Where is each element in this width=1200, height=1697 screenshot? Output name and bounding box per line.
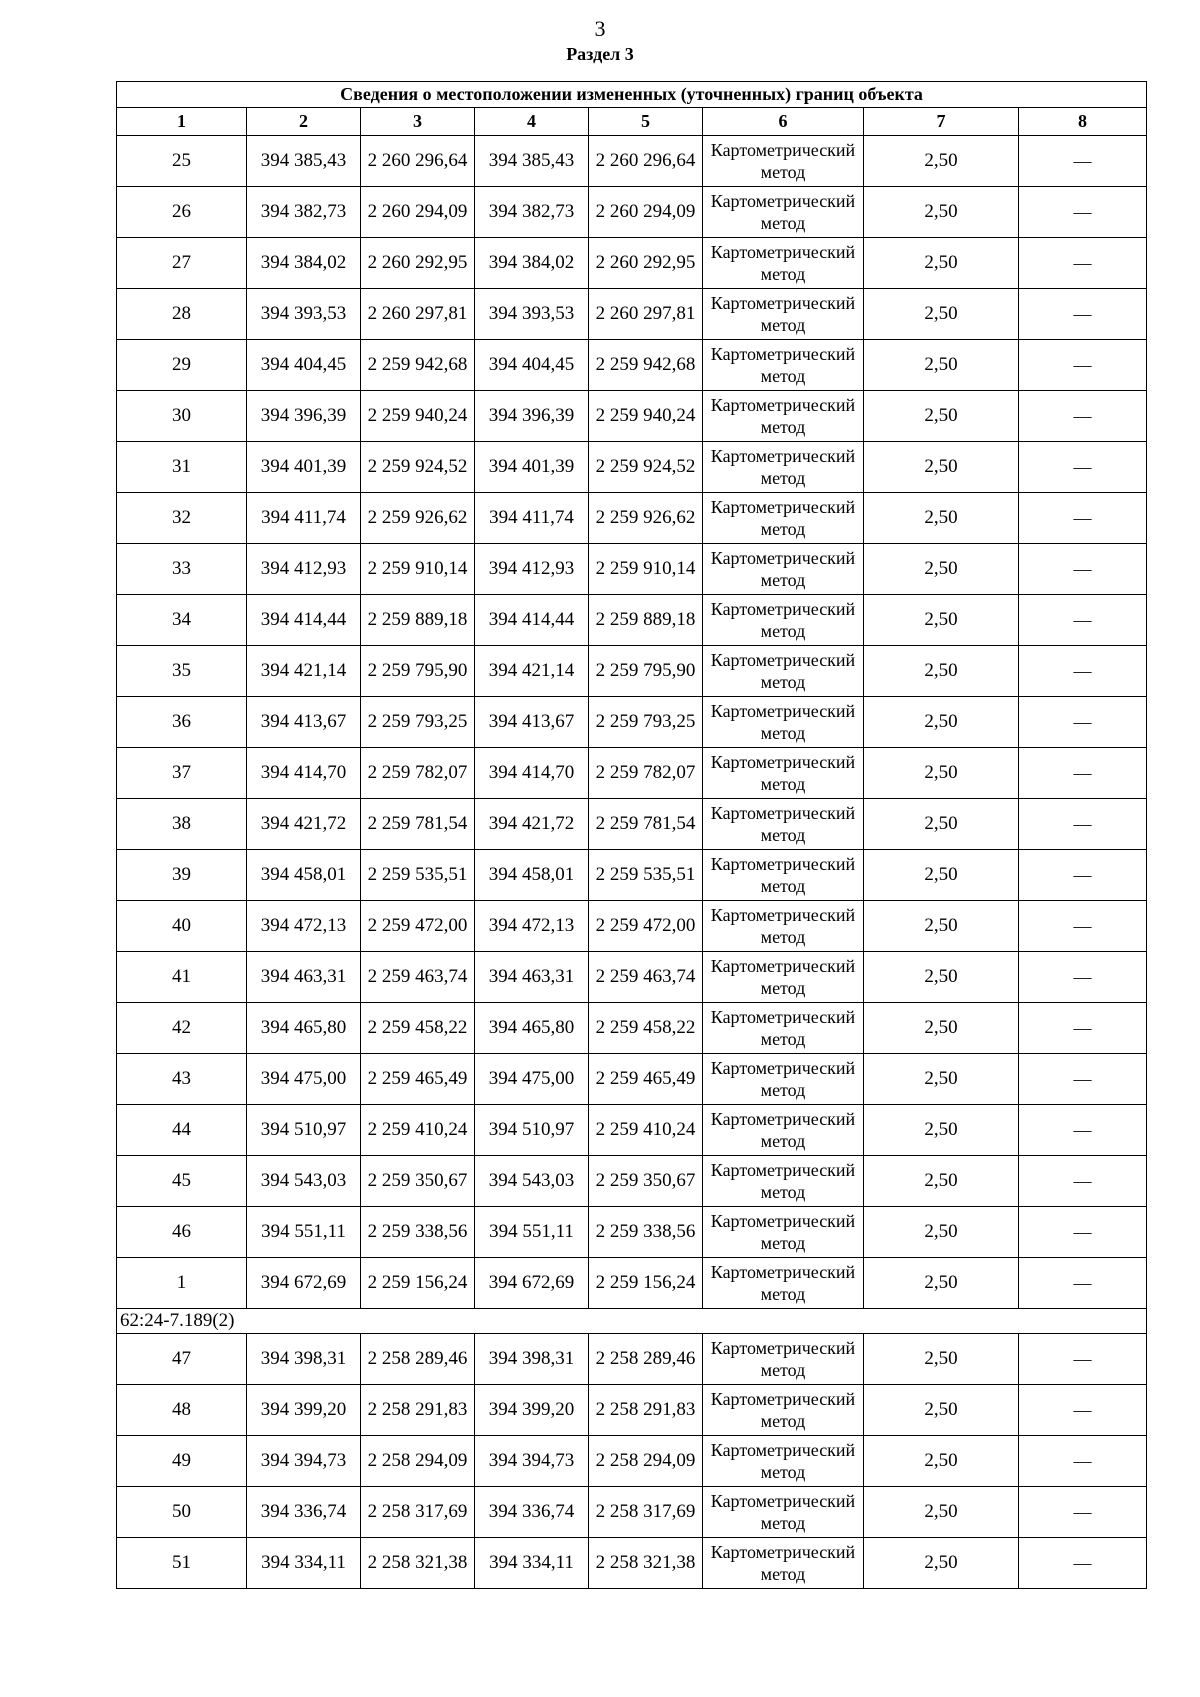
table-cell-col-3: 2 259 338,56: [361, 1207, 475, 1258]
table-cell-col-2: 394 472,13: [247, 901, 361, 952]
table-cell-col-2: 394 551,11: [247, 1207, 361, 1258]
table-cell-col-2: 394 475,00: [247, 1054, 361, 1105]
table-cell-col-5: 2 259 350,67: [589, 1156, 703, 1207]
table-cell-col-2: 394 411,74: [247, 493, 361, 544]
table-cell-col-4: 394 394,73: [475, 1436, 589, 1487]
table-cell-col-3: 2 259 781,54: [361, 799, 475, 850]
table-cell-col-8: —: [1019, 952, 1147, 1003]
table-row: [117, 1385, 1147, 1436]
table-cell-col-6: Картометрический метод: [703, 1258, 864, 1309]
table-cell-col-6: Картометрический метод: [703, 595, 864, 646]
table-cell-col-2: 394 458,01: [247, 850, 361, 901]
table-cell-col-1: 34: [117, 595, 247, 646]
table-cell-col-6: Картометрический метод: [703, 1054, 864, 1105]
table-cell-col-6: Картометрический метод: [703, 1334, 864, 1385]
table-cell-col-4: 394 458,01: [475, 850, 589, 901]
table-caption: Сведения о местоположении измененных (уточненных) границ объекта: [117, 82, 1147, 108]
table-cell-col-2: 394 463,31: [247, 952, 361, 1003]
table-row: [117, 544, 1147, 595]
table-cell-col-3: 2 258 291,83: [361, 1385, 475, 1436]
table-row: [117, 1258, 1147, 1309]
table-cell-col-6: Картометрический метод: [703, 289, 864, 340]
table-cell-col-4: 394 382,73: [475, 187, 589, 238]
table-cell-col-8: —: [1019, 340, 1147, 391]
column-number-7: 7: [864, 108, 1019, 136]
table-cell-col-7: 2,50: [864, 1207, 1019, 1258]
table-cell-col-8: —: [1019, 1385, 1147, 1436]
table-cell-col-3: 2 259 465,49: [361, 1054, 475, 1105]
table-cell-col-6: Картометрический метод: [703, 136, 864, 187]
table-cell-col-8: —: [1019, 1105, 1147, 1156]
table-cell-col-3: 2 259 795,90: [361, 646, 475, 697]
table-cell-col-3: 2 259 926,62: [361, 493, 475, 544]
table-row: [117, 1436, 1147, 1487]
table-cell-col-7: 2,50: [864, 952, 1019, 1003]
table-cell-col-5: 2 259 535,51: [589, 850, 703, 901]
table-cell-col-5: 2 259 458,22: [589, 1003, 703, 1054]
table-cell-col-6: Картометрический метод: [703, 748, 864, 799]
table-row: [117, 442, 1147, 493]
table-cell-col-1: 32: [117, 493, 247, 544]
table-cell-col-3: 2 259 463,74: [361, 952, 475, 1003]
table-cell-col-4: 394 334,11: [475, 1538, 589, 1589]
table-cell-col-6: Картометрический метод: [703, 391, 864, 442]
table-cell-col-4: 394 385,43: [475, 136, 589, 187]
table-cell-col-2: 394 401,39: [247, 442, 361, 493]
table-cell-col-7: 2,50: [864, 289, 1019, 340]
table-cell-col-4: 394 472,13: [475, 901, 589, 952]
table-cell-col-6: Картометрический метод: [703, 952, 864, 1003]
table-cell-col-7: 2,50: [864, 799, 1019, 850]
table-cell-col-2: 394 421,72: [247, 799, 361, 850]
table-cell-col-4: 394 404,45: [475, 340, 589, 391]
table-cell-col-5: 2 259 926,62: [589, 493, 703, 544]
table-row: [117, 1487, 1147, 1538]
table-cell-col-8: —: [1019, 1156, 1147, 1207]
table-cell-col-7: 2,50: [864, 1054, 1019, 1105]
table-cell-col-6: Картометрический метод: [703, 442, 864, 493]
table-cell-col-8: —: [1019, 1207, 1147, 1258]
table-cell-col-1: 30: [117, 391, 247, 442]
table-cell-col-5: 2 259 782,07: [589, 748, 703, 799]
table-cell-col-1: 25: [117, 136, 247, 187]
table-row: [117, 493, 1147, 544]
table-cell-col-8: —: [1019, 1054, 1147, 1105]
table-cell-col-8: —: [1019, 799, 1147, 850]
table-cell-col-1: 43: [117, 1054, 247, 1105]
table-cell-col-3: 2 259 156,24: [361, 1258, 475, 1309]
table-cell-col-4: 394 672,69: [475, 1258, 589, 1309]
table-cell-col-1: 50: [117, 1487, 247, 1538]
table-cell-col-1: 26: [117, 187, 247, 238]
table-cell-col-1: 49: [117, 1436, 247, 1487]
group-row: [117, 1309, 1147, 1334]
table-row: [117, 748, 1147, 799]
table-cell-col-7: 2,50: [864, 1156, 1019, 1207]
table-cell-col-2: 394 672,69: [247, 1258, 361, 1309]
table-row: [117, 340, 1147, 391]
column-number-row: [117, 108, 1147, 136]
table-cell-col-5: 2 258 289,46: [589, 1334, 703, 1385]
table-cell-col-3: 2 259 924,52: [361, 442, 475, 493]
table-row: [117, 646, 1147, 697]
table-cell-col-2: 394 399,20: [247, 1385, 361, 1436]
table-cell-col-4: 394 510,97: [475, 1105, 589, 1156]
table-cell-col-5: 2 258 294,09: [589, 1436, 703, 1487]
table-cell-col-7: 2,50: [864, 1105, 1019, 1156]
table-cell-col-1: 51: [117, 1538, 247, 1589]
table-cell-col-7: 2,50: [864, 748, 1019, 799]
table-cell-col-8: —: [1019, 1334, 1147, 1385]
table-cell-col-6: Картометрический метод: [703, 1003, 864, 1054]
table-cell-col-4: 394 475,00: [475, 1054, 589, 1105]
table-cell-col-7: 2,50: [864, 187, 1019, 238]
table-cell-col-2: 394 510,97: [247, 1105, 361, 1156]
table-row: [117, 1003, 1147, 1054]
table-cell-col-4: 394 421,14: [475, 646, 589, 697]
table-row: [117, 187, 1147, 238]
table-cell-col-4: 394 398,31: [475, 1334, 589, 1385]
table-cell-col-7: 2,50: [864, 1436, 1019, 1487]
table-cell-col-8: —: [1019, 391, 1147, 442]
table-cell-col-1: 45: [117, 1156, 247, 1207]
table-cell-col-3: 2 259 458,22: [361, 1003, 475, 1054]
table-cell-col-8: —: [1019, 238, 1147, 289]
table-cell-col-8: —: [1019, 442, 1147, 493]
table-cell-col-7: 2,50: [864, 1003, 1019, 1054]
table-cell-col-4: 394 414,44: [475, 595, 589, 646]
table-cell-col-2: 394 393,53: [247, 289, 361, 340]
table-cell-col-1: 28: [117, 289, 247, 340]
section-title: Раздел 3: [566, 44, 634, 64]
table-cell-col-7: 2,50: [864, 901, 1019, 952]
table-cell-col-1: 37: [117, 748, 247, 799]
table-cell-col-1: 44: [117, 1105, 247, 1156]
table-cell-col-6: Картометрический метод: [703, 646, 864, 697]
table-cell-col-2: 394 385,43: [247, 136, 361, 187]
table-cell-col-6: Картометрический метод: [703, 493, 864, 544]
table-cell-col-2: 394 382,73: [247, 187, 361, 238]
table-cell-col-8: —: [1019, 748, 1147, 799]
column-number-5: 5: [589, 108, 703, 136]
table-cell-col-7: 2,50: [864, 1487, 1019, 1538]
table-cell-col-8: —: [1019, 1538, 1147, 1589]
column-number-8: 8: [1019, 108, 1147, 136]
table-cell-col-4: 394 414,70: [475, 748, 589, 799]
table-cell-col-3: 2 259 410,24: [361, 1105, 475, 1156]
table-cell-col-7: 2,50: [864, 493, 1019, 544]
table-row: [117, 1538, 1147, 1589]
table-cell-col-2: 394 336,74: [247, 1487, 361, 1538]
table-cell-col-3: 2 260 296,64: [361, 136, 475, 187]
table-cell-col-5: 2 260 297,81: [589, 289, 703, 340]
boundary-coordinates-table: [116, 81, 1147, 1589]
table-row: [117, 238, 1147, 289]
table-cell-col-7: 2,50: [864, 442, 1019, 493]
table-cell-col-6: Картометрический метод: [703, 1436, 864, 1487]
table-cell-col-4: 394 411,74: [475, 493, 589, 544]
table-cell-col-1: 46: [117, 1207, 247, 1258]
table-cell-col-8: —: [1019, 289, 1147, 340]
table-cell-col-8: —: [1019, 901, 1147, 952]
table-cell-col-2: 394 414,44: [247, 595, 361, 646]
table-cell-col-3: 2 259 782,07: [361, 748, 475, 799]
table-cell-col-8: —: [1019, 1258, 1147, 1309]
column-number-3: 3: [361, 108, 475, 136]
table-cell-col-6: Картометрический метод: [703, 1207, 864, 1258]
table-cell-col-5: 2 260 296,64: [589, 136, 703, 187]
table-cell-col-7: 2,50: [864, 238, 1019, 289]
table-cell-col-6: Картометрический метод: [703, 1385, 864, 1436]
table-cell-col-4: 394 399,20: [475, 1385, 589, 1436]
table-cell-col-2: 394 414,70: [247, 748, 361, 799]
table-cell-col-3: 2 259 942,68: [361, 340, 475, 391]
table-cell-col-1: 42: [117, 1003, 247, 1054]
table-row: [117, 1054, 1147, 1105]
table-cell-col-1: 27: [117, 238, 247, 289]
table-cell-col-2: 394 421,14: [247, 646, 361, 697]
table-cell-col-8: —: [1019, 595, 1147, 646]
table-cell-col-1: 40: [117, 901, 247, 952]
table-cell-col-4: 394 421,72: [475, 799, 589, 850]
table-cell-col-5: 2 259 942,68: [589, 340, 703, 391]
table-cell-col-3: 2 260 297,81: [361, 289, 475, 340]
table-cell-col-6: Картометрический метод: [703, 238, 864, 289]
table-cell-col-5: 2 259 889,18: [589, 595, 703, 646]
table-cell-col-1: 48: [117, 1385, 247, 1436]
table-cell-col-1: 41: [117, 952, 247, 1003]
table-cell-col-3: 2 260 294,09: [361, 187, 475, 238]
table-cell-col-5: 2 259 940,24: [589, 391, 703, 442]
table-cell-col-3: 2 258 294,09: [361, 1436, 475, 1487]
table-cell-col-7: 2,50: [864, 595, 1019, 646]
table-cell-col-4: 394 551,11: [475, 1207, 589, 1258]
table-cell-col-6: Картометрический метод: [703, 901, 864, 952]
table-cell-col-6: Картометрический метод: [703, 1105, 864, 1156]
table-cell-col-2: 394 384,02: [247, 238, 361, 289]
column-number-4: 4: [475, 108, 589, 136]
table-cell-col-3: 2 258 321,38: [361, 1538, 475, 1589]
table-cell-col-2: 394 404,45: [247, 340, 361, 391]
table-cell-col-1: 1: [117, 1258, 247, 1309]
table-cell-col-5: 2 259 924,52: [589, 442, 703, 493]
table-row: [117, 1207, 1147, 1258]
table-cell-col-2: 394 398,31: [247, 1334, 361, 1385]
table-cell-col-6: Картометрический метод: [703, 850, 864, 901]
table-cell-col-6: Картометрический метод: [703, 799, 864, 850]
table-cell-col-4: 394 413,67: [475, 697, 589, 748]
table-cell-col-7: 2,50: [864, 136, 1019, 187]
table-cell-col-4: 394 384,02: [475, 238, 589, 289]
table-row: [117, 799, 1147, 850]
table-cell-col-3: 2 258 289,46: [361, 1334, 475, 1385]
table-cell-col-3: 2 260 292,95: [361, 238, 475, 289]
table-cell-col-4: 394 401,39: [475, 442, 589, 493]
table-cell-col-8: —: [1019, 187, 1147, 238]
table-cell-col-8: —: [1019, 850, 1147, 901]
table-cell-col-8: —: [1019, 697, 1147, 748]
column-number-2: 2: [247, 108, 361, 136]
table-cell-col-6: Картометрический метод: [703, 340, 864, 391]
table-cell-col-8: —: [1019, 1436, 1147, 1487]
table-cell-col-7: 2,50: [864, 646, 1019, 697]
table-cell-col-1: 33: [117, 544, 247, 595]
table-cell-col-1: 47: [117, 1334, 247, 1385]
table-row: [117, 850, 1147, 901]
table-cell-col-6: Картометрический метод: [703, 1487, 864, 1538]
table-cell-col-5: 2 259 338,56: [589, 1207, 703, 1258]
table-cell-col-4: 394 412,93: [475, 544, 589, 595]
table-cell-col-5: 2 260 292,95: [589, 238, 703, 289]
table-cell-col-7: 2,50: [864, 697, 1019, 748]
table-cell-col-4: 394 463,31: [475, 952, 589, 1003]
table-cell-col-5: 2 260 294,09: [589, 187, 703, 238]
table-cell-col-3: 2 259 910,14: [361, 544, 475, 595]
table-cell-col-2: 394 396,39: [247, 391, 361, 442]
table-cell-col-8: —: [1019, 1003, 1147, 1054]
group-label: 62:24-7.189(2): [117, 1309, 1147, 1334]
page-number: 3: [594, 16, 606, 41]
table-row: [117, 697, 1147, 748]
table-cell-col-5: 2 259 463,74: [589, 952, 703, 1003]
table-cell-col-3: 2 259 793,25: [361, 697, 475, 748]
table-cell-col-7: 2,50: [864, 1538, 1019, 1589]
table-row: [117, 289, 1147, 340]
table-cell-col-6: Картометрический метод: [703, 697, 864, 748]
table-cell-col-7: 2,50: [864, 1385, 1019, 1436]
table-cell-col-2: 394 394,73: [247, 1436, 361, 1487]
table-cell-col-4: 394 393,53: [475, 289, 589, 340]
table-cell-col-2: 394 543,03: [247, 1156, 361, 1207]
table-cell-col-6: Картометрический метод: [703, 1156, 864, 1207]
table-cell-col-3: 2 259 535,51: [361, 850, 475, 901]
table-cell-col-5: 2 258 291,83: [589, 1385, 703, 1436]
table-cell-col-5: 2 259 472,00: [589, 901, 703, 952]
table-cell-col-5: 2 259 781,54: [589, 799, 703, 850]
table-cell-col-7: 2,50: [864, 1334, 1019, 1385]
table-cell-col-8: —: [1019, 646, 1147, 697]
table-cell-col-4: 394 336,74: [475, 1487, 589, 1538]
table-cell-col-6: Картометрический метод: [703, 1538, 864, 1589]
table-cell-col-6: Картометрический метод: [703, 544, 864, 595]
table-cell-col-2: 394 413,67: [247, 697, 361, 748]
table-cell-col-5: 2 259 410,24: [589, 1105, 703, 1156]
table-cell-col-8: —: [1019, 544, 1147, 595]
table-cell-col-2: 394 334,11: [247, 1538, 361, 1589]
table-cell-col-5: 2 259 156,24: [589, 1258, 703, 1309]
table-cell-col-3: 2 259 940,24: [361, 391, 475, 442]
table-cell-col-4: 394 543,03: [475, 1156, 589, 1207]
column-number-1: 1: [117, 108, 247, 136]
table-cell-col-7: 2,50: [864, 391, 1019, 442]
table-cell-col-5: 2 259 795,90: [589, 646, 703, 697]
table-row: [117, 1105, 1147, 1156]
table-cell-col-5: 2 259 910,14: [589, 544, 703, 595]
table-cell-col-8: —: [1019, 136, 1147, 187]
table-cell-col-8: —: [1019, 493, 1147, 544]
table-cell-col-7: 2,50: [864, 1258, 1019, 1309]
table-cell-col-2: 394 465,80: [247, 1003, 361, 1054]
table-body: [117, 136, 1147, 1589]
table-cell-col-7: 2,50: [864, 544, 1019, 595]
table-cell-col-5: 2 259 465,49: [589, 1054, 703, 1105]
table-cell-col-7: 2,50: [864, 340, 1019, 391]
table-cell-col-4: 394 396,39: [475, 391, 589, 442]
table-row: [117, 1334, 1147, 1385]
table-cell-col-5: 2 258 321,38: [589, 1538, 703, 1589]
table-cell-col-1: 35: [117, 646, 247, 697]
table-cell-col-5: 2 259 793,25: [589, 697, 703, 748]
table-cell-col-3: 2 259 472,00: [361, 901, 475, 952]
table-cell-col-3: 2 259 350,67: [361, 1156, 475, 1207]
table-row: [117, 952, 1147, 1003]
table-cell-col-1: 39: [117, 850, 247, 901]
table-row: [117, 901, 1147, 952]
table-cell-col-8: —: [1019, 1487, 1147, 1538]
table-row: [117, 391, 1147, 442]
table-cell-col-2: 394 412,93: [247, 544, 361, 595]
table-cell-col-3: 2 258 317,69: [361, 1487, 475, 1538]
table-cell-col-6: Картометрический метод: [703, 187, 864, 238]
table-row: [117, 136, 1147, 187]
table-row: [117, 1156, 1147, 1207]
table-cell-col-1: 38: [117, 799, 247, 850]
table-cell-col-7: 2,50: [864, 850, 1019, 901]
column-number-6: 6: [703, 108, 864, 136]
table-cell-col-1: 36: [117, 697, 247, 748]
table-cell-col-3: 2 259 889,18: [361, 595, 475, 646]
table-cell-col-1: 29: [117, 340, 247, 391]
table-cell-col-4: 394 465,80: [475, 1003, 589, 1054]
table-cell-col-1: 31: [117, 442, 247, 493]
table-cell-col-5: 2 258 317,69: [589, 1487, 703, 1538]
table-row: [117, 595, 1147, 646]
